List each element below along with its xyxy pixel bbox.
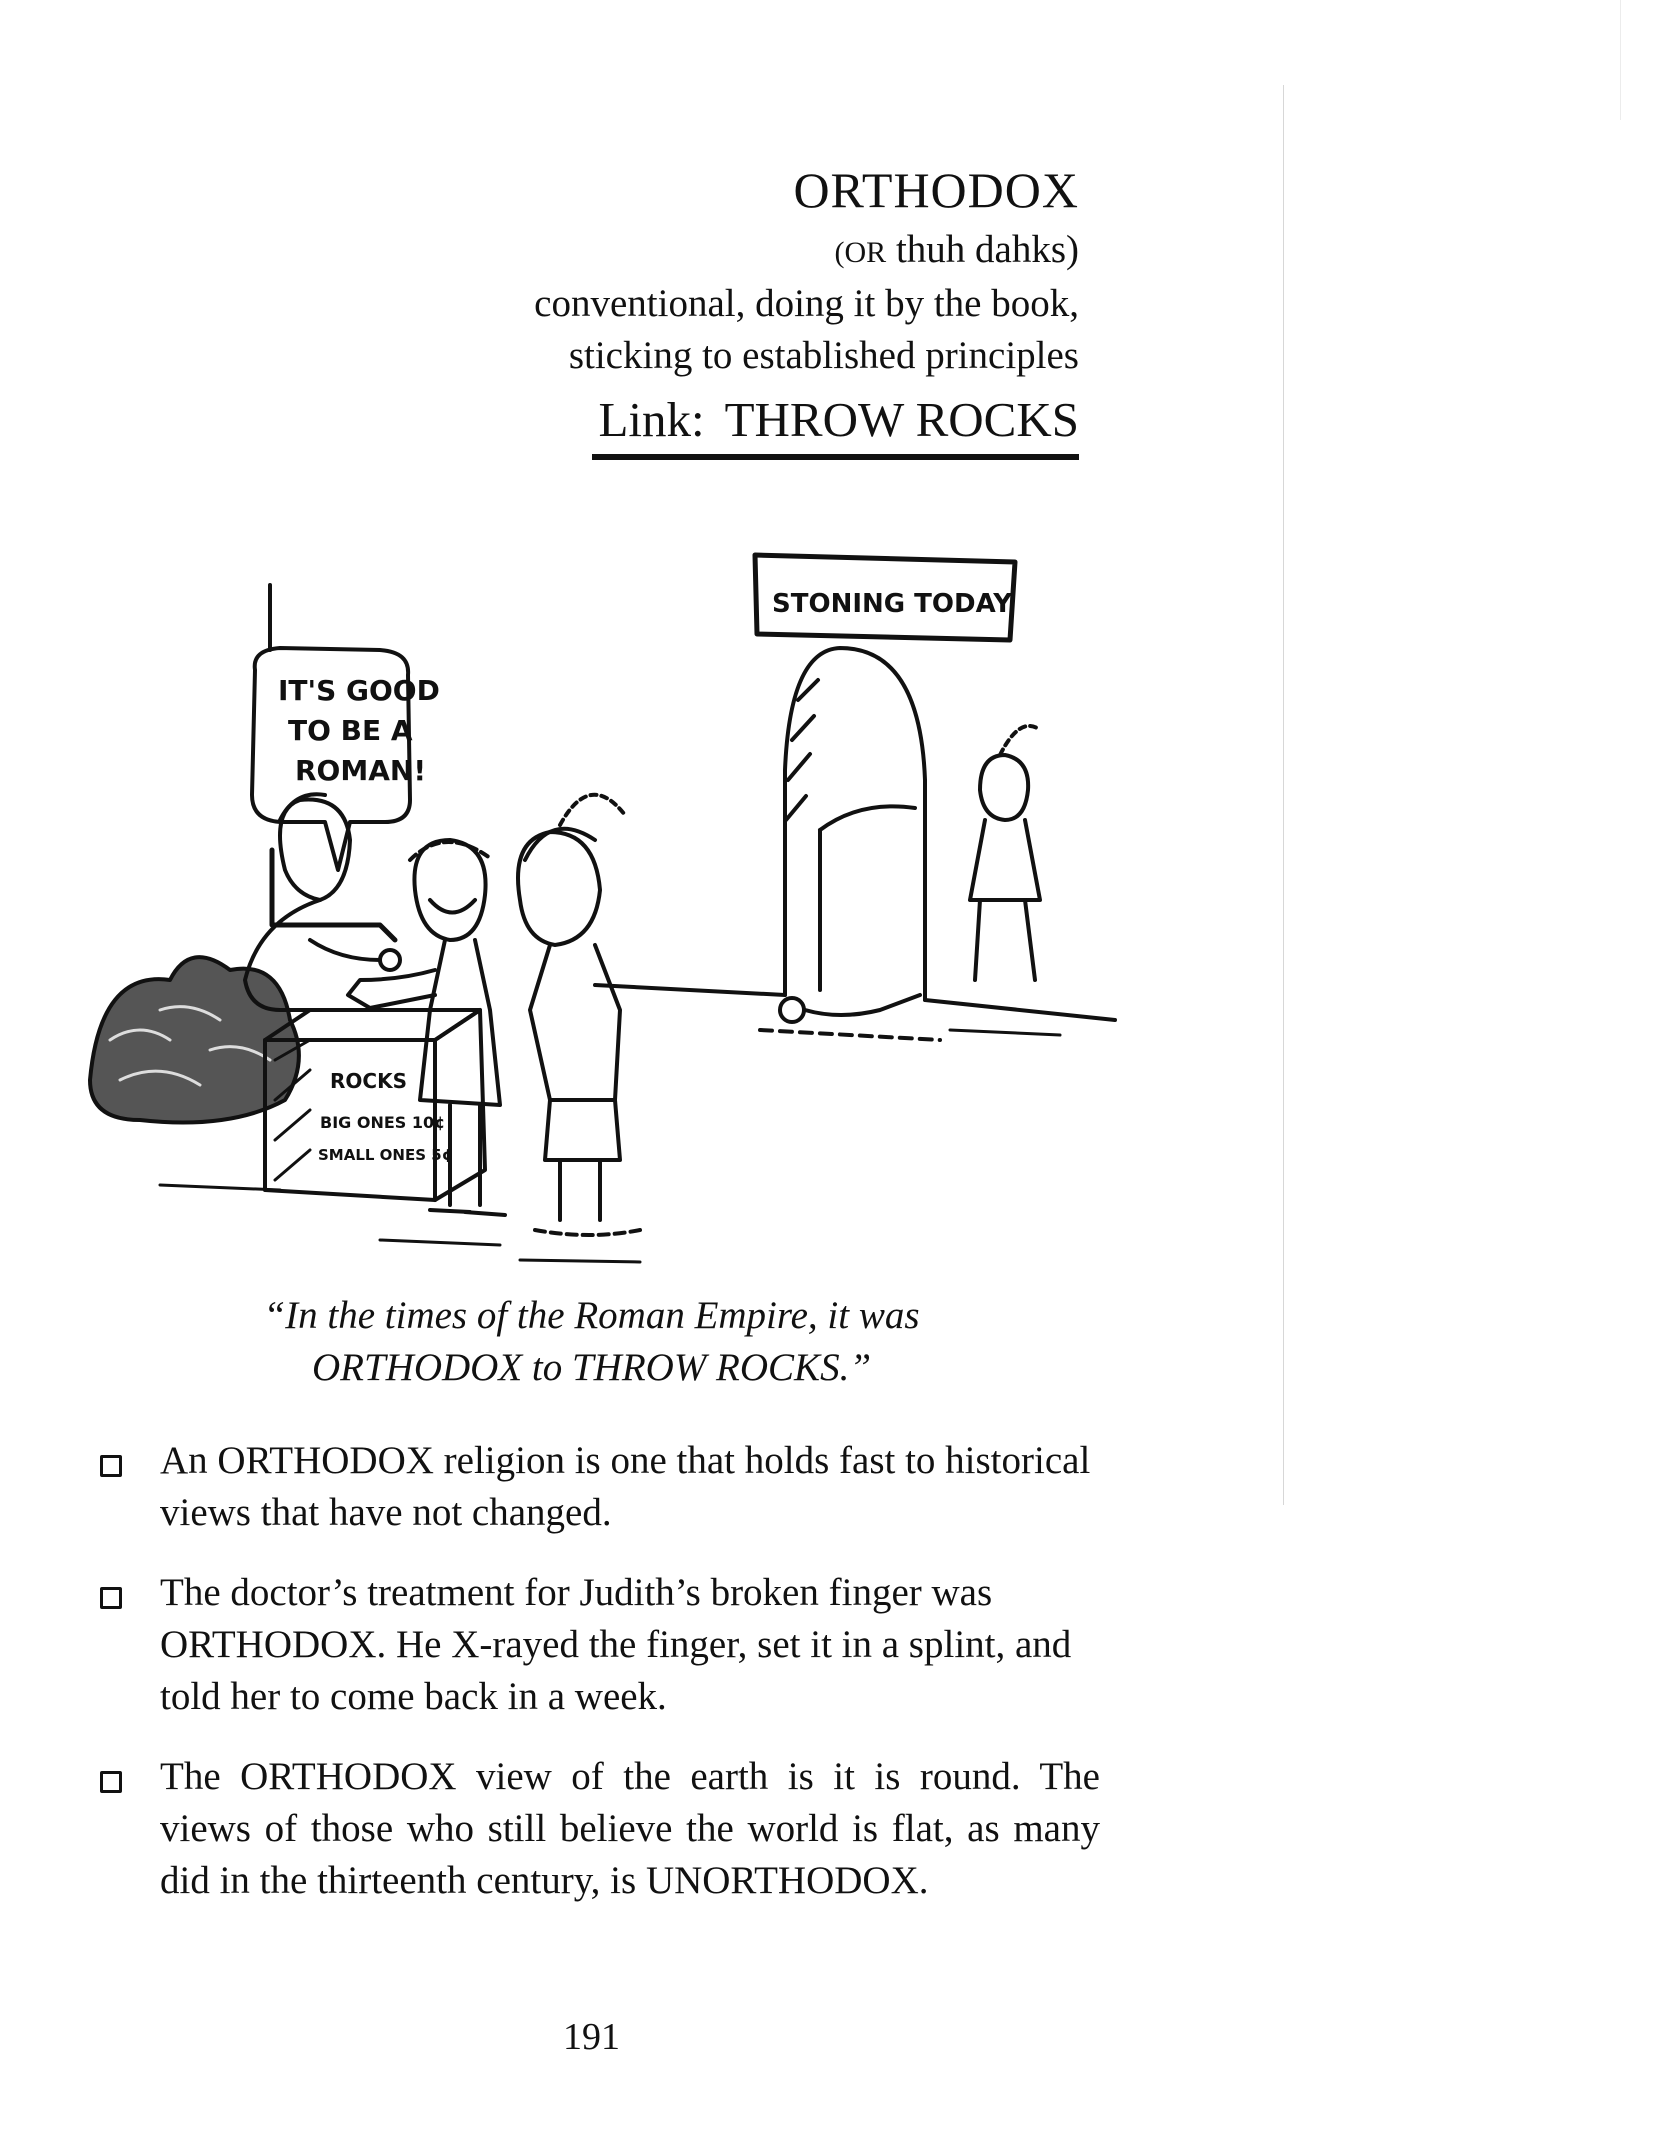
arena-arch (595, 648, 1115, 1020)
definition-line-1: conventional, doing it by the book, (534, 282, 1079, 325)
checkbox-icon (100, 1455, 122, 1477)
bubble-line-3: ROMAN! (295, 754, 427, 787)
page-margin-line (1283, 85, 1284, 1505)
example-item (100, 1435, 1100, 1539)
crate-label-3: SMALL ONES 5¢ (318, 1146, 453, 1164)
link-value: THROW ROCKS (724, 392, 1079, 447)
bubble-line-2: TO BE A (288, 714, 413, 747)
background-figures (760, 726, 1040, 1040)
centurion-figure (518, 795, 640, 1235)
example-text: The doctor’s treatment for Judith’s broken finger was ORTHODOX. He X-rayed the finger, set it in a splint, and told her to come back in a week. (160, 1571, 1072, 1718)
example-text: An ORTHODOX religion is one that holds fast to historical views that have not changed. (160, 1439, 1091, 1534)
pronunciation-rest: thuh dahks) (886, 228, 1079, 271)
link-label: Link: (598, 392, 705, 447)
speech-bubble (252, 585, 440, 940)
crate-label-1: ROCKS (330, 1069, 407, 1093)
example-text: The ORTHODOX view of the earth is it is round. The views of those who still believe the world is flat, as many did in the thirteenth century, is UNORTHODOX. (160, 1755, 1100, 1902)
cartoon-illustration (80, 540, 1140, 1300)
link-phrase (592, 390, 1079, 460)
entry-word: ORTHODOX (793, 162, 1079, 218)
example-item (100, 1567, 1100, 1723)
entry-header (534, 160, 1079, 460)
page-edge-line (1620, 0, 1621, 120)
example-item (100, 1751, 1100, 1907)
caption-line-2: ORTHODOX to THROW ROCKS.” (311, 1346, 872, 1389)
example-list (100, 1435, 1100, 1935)
sign-text: STONING TODAY (772, 589, 1013, 619)
stoning-sign (755, 555, 1015, 640)
checkbox-icon (100, 1587, 122, 1609)
crate-label-2: BIG ONES 10¢ (320, 1113, 446, 1132)
checkbox-icon (100, 1771, 122, 1793)
pronunciation (534, 225, 1079, 278)
page-number: 191 (563, 2016, 620, 2058)
cartoon-caption (0, 1290, 1183, 1394)
pronunciation-lead: (OR (834, 236, 887, 269)
caption-line-1: “In the times of the Roman Empire, it was (263, 1294, 920, 1337)
definition-line-2: sticking to established principles (568, 334, 1079, 377)
bubble-line-1: IT'S GOOD (278, 674, 440, 707)
